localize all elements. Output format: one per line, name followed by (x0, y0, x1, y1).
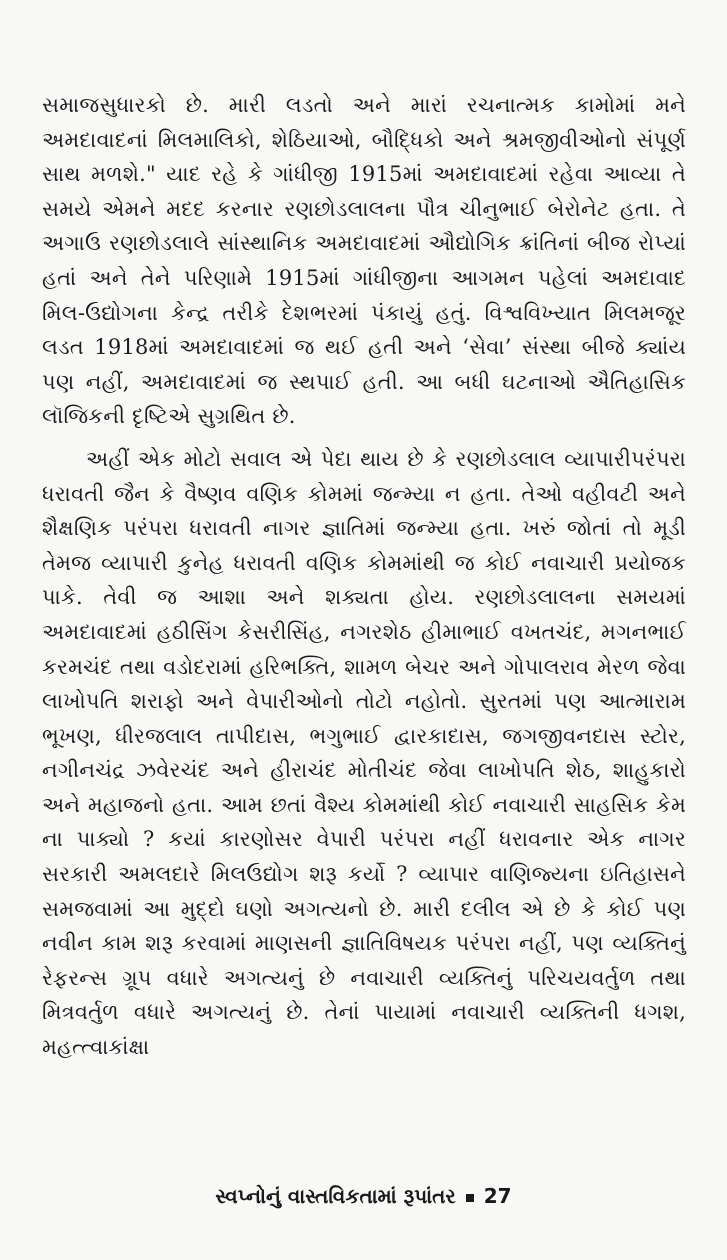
paragraph-2: અહીં એક મોટો સવાલ એ પેદા થાય છે કે રણછોડલાલ વ્યાપારીપરંપરા ધરાવતી જૈન કે વૈષ્ણવ વણિક કોમમાં જન્મ્યા ન હતા. તેઓ વહીવટી અને શૈક્ષણિક પરંપરા ધરાવતી નાગર જ્ઞાતિમાં જન્મ્યા હતા. ખરું જોતાં તો મૂડી તેમજ વ્યાપારી કુનેહ ધરાવતી વણિક કોમમાંથી જ કોઈ નવાચારી પ્રયોજક પાકે. તેવી જ આશા અને શક્યતા હોય. રણછોડલાલના સમયમાં અમદાવાદમાં હઠીસિંગ કેસરીસિંહ, નગરશેઠ હીમાભાઈ વખતચંદ, મગનભાઈ કરમચંદ તથા વડોદરામાં હરિભક્તિ, શામળ બેચર અને ગોપાલરાવ મેરળ જેવા લાખોપતિ શરાફો અને વેપારીઓનો તોટો નહોતો. સુરતમાં પણ આત્મારામ ભૂખણ, ધીરજલાલ તાપીદાસ, ભગુભાઈ દ્વારકાદાસ, જગજીવનદાસ સ્ટોર, નગીનચંદ્ર ઝવેરચંદ અને હીરાચંદ મોતીચંદ જેવા લાખોપતિ શેઠ, શાહુકારો અને મહાજનો હતા. આમ છતાં વૈશ્ય કોમમાંથી કોઈ નવાચારી સાહસિક કેમ ના પાક્યો ? કયાં કારણોસર વેપારી પરંપરા નહીં ધરાવનાર એક નાગર સરકારી અમલદારે મિલઉદ્યોગ શરૂ કર્યો ? વ્યાપાર વાણિજ્યના ઇતિહાસને સમજવામાં આ મુદ્દો ઘણો અગત્યનો છે. મારી દલીલ એ છે કે કોઈ પણ નવીન કામ શરૂ કરવામાં માણસની જ્ઞાતિવિષયક પરંપરા નહીં, પણ વ્યક્તિનું રેફરન્સ ગ્રૂપ વધારે અગત્યનું છે નવાચારી વ્યક્તિનું પરિચયવર્તુળ તથા મિત્રવર્તુળ વધારે અગત્યનું છે. તેનાં પાયામાં નવાચારી વ્યક્તિની ધગશ, મહત્ત્વાકાંક્ષા (42, 446, 686, 1060)
page-body (42, 88, 686, 1065)
paragraph-1: સમાજસુધારકો છે. મારી લડતો અને મારાં રચનાત્મક કામોમાં મને અમદાવાદનાં મિલમાલિકો, શેઠિયાઓ, બૌદ્ધિકો અને શ્રમજીવીઓનો સંપૂર્ણ સાથ મળશે." યાદ રહે કે ગાંધીજી 1915માં અમદાવાદમાં રહેવા આવ્યા તે સમયે એમને મદદ કરનાર રણછોડલાલના પૌત્ર ચીનુભાઈ બેરોનેટ હતા. તે અગાઉ રણછોડલાલે સાંસ્થાનિક અમદાવાદમાં ઔદ્યોગિક ક્રાંતિનાં બીજ રોપ્યાં હતાં અને તેને પરિણામે 1915માં ગાંધીજીના આગમન પહેલાં અમદાવાદ મિલ-ઉદ્યોગના કેન્દ્ર તરીકે દેશભરમાં પંકાયું હતું. વિશ્વવિખ્યાત મિલમજૂર લડત 1918માં અમદાવાદમાં જ થઈ હતી અને ‘સેવા’ સંસ્થા બીજે ક્યાંય પણ નહીં, અમદાવાદમાં જ સ્થપાઈ હતી. આ બધી ઘટનાઓ ઐતિહાસિક લૉજિકની દૃષ્ટિએ સુગ્રથિત છે. (42, 93, 686, 429)
chapter-title: સ્વપ્નોનું વાસ્તવિકતામાં રૂપાંતર (215, 1184, 456, 1208)
separator-square-icon (466, 1194, 474, 1202)
running-footer (0, 1184, 727, 1208)
page-number: 27 (483, 1184, 512, 1208)
